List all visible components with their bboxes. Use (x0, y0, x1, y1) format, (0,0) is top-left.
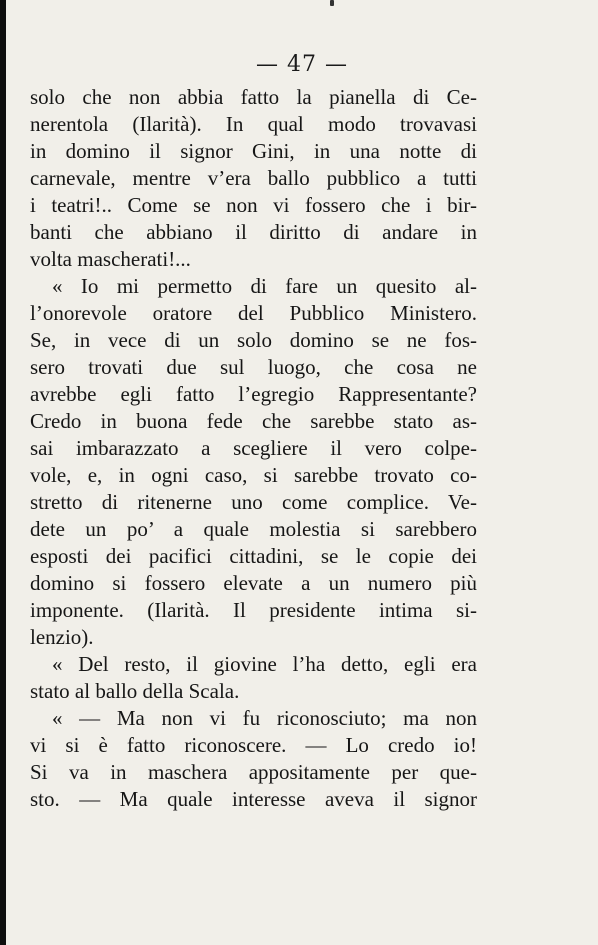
text-line: dete un po’ a quale molestia si sarebbero (30, 517, 477, 541)
text-line: l’onorevole oratore del Pubblico Ministero. (30, 301, 477, 325)
text-line: vole, e, in ogni caso, si sarebbe trovato co- (30, 463, 477, 487)
text-line: solo che non abbia fatto la pianella di Ce- (30, 85, 477, 109)
text-line: « — Ma non vi fu riconosciuto; ma non (52, 706, 477, 730)
page-number: — 47 — (256, 52, 348, 77)
book-page (6, 0, 598, 945)
text-line: Si va in maschera appositamente per que- (30, 760, 477, 784)
text-line: vi si è fatto riconoscere. — Lo credo io! (30, 733, 477, 757)
text-line: sai imbarazzato a scegliere il vero colpe- (30, 436, 477, 460)
text-line: stretto di ritenerne uno come complice. Ve- (30, 490, 477, 514)
text-line: « Del resto, il giovine l’ha detto, egli era (52, 652, 477, 676)
body-text (30, 84, 477, 813)
text-line: in domino il signor Gini, in una notte di (30, 139, 477, 163)
text-line: avrebbe egli fatto l’egregio Rappresentante? (30, 382, 477, 406)
text-line: domino si fossero elevate a un numero più (30, 571, 477, 595)
text-line: esposti dei pacifici cittadini, se le copie dei (30, 544, 477, 568)
text-line: nerentola (Ilarità). In qual modo trovavasi (30, 112, 477, 136)
text-line: Se, in vece di un solo domino se ne fos- (30, 328, 477, 352)
text-line: sto. — Ma quale interesse aveva il signor (30, 787, 477, 811)
text-line: banti che abbiano il diritto di andare in (30, 220, 477, 244)
text-line: carnevale, mentre v’era ballo pubblico a tutti (30, 166, 477, 190)
text-line: stato al ballo della Scala. (30, 679, 240, 703)
text-line: i teatri!.. Come se non vi fossero che i bir- (30, 193, 477, 217)
text-line: imponente. (Ilarità. Il presidente intima si- (30, 598, 477, 622)
text-line: sero trovati due sul luogo, che cosa ne (30, 355, 477, 379)
text-line: Credo in buona fede che sarebbe stato as- (30, 409, 477, 433)
ink-speck (330, 0, 334, 6)
text-line: « Io mi permetto di fare un quesito al- (52, 274, 477, 298)
text-line: lenzio). (30, 625, 94, 649)
text-line: volta mascherati!... (30, 247, 191, 271)
